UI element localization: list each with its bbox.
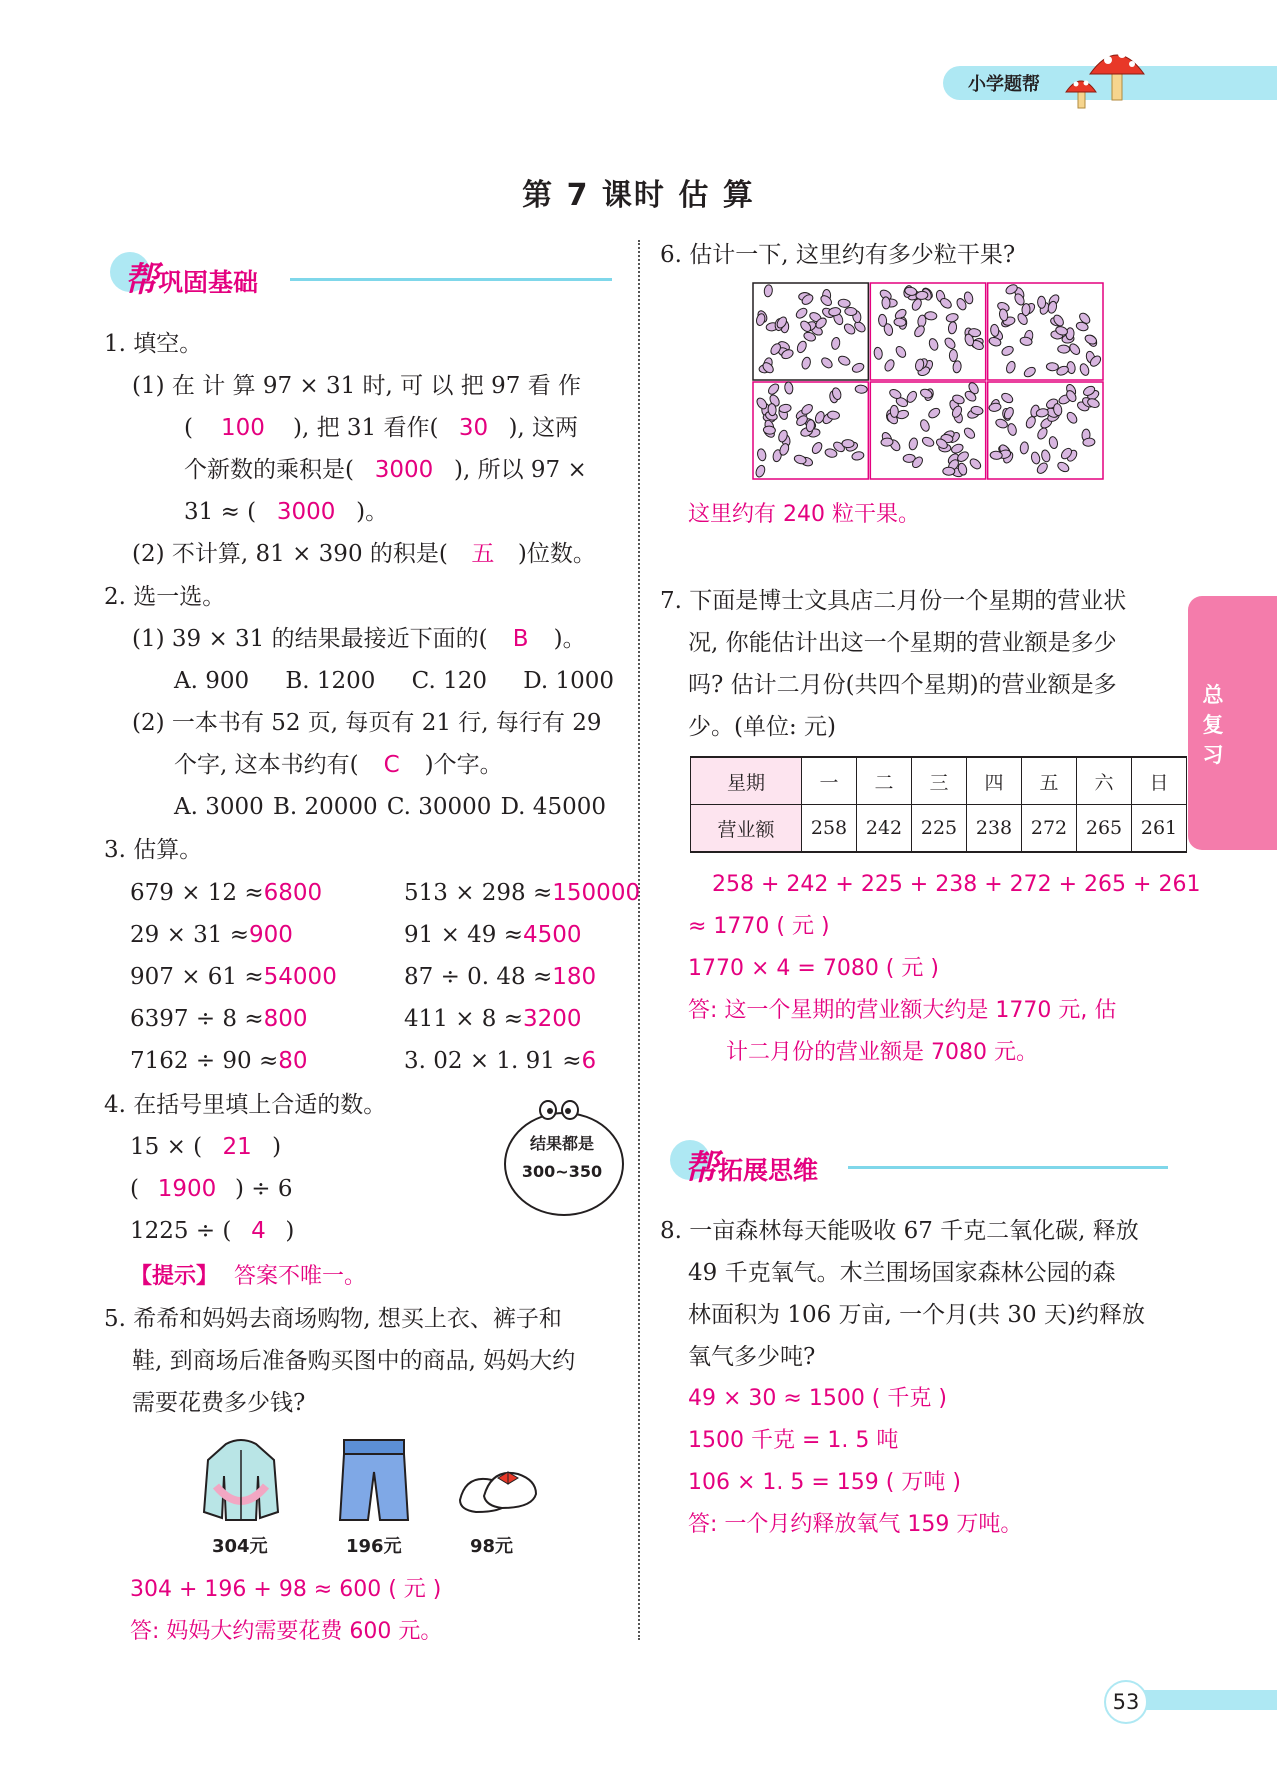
q3-row: 907 × 61 ≈54000 — [130, 964, 337, 990]
answer: 100 — [221, 415, 265, 441]
table-header-cell: 日 — [1132, 757, 1187, 805]
q3-row: 7162 ÷ 90 ≈80 — [130, 1048, 308, 1074]
side-tab-label: 总复习 — [1202, 683, 1224, 767]
q4-line2: ( 1900 ) ÷ 6 — [130, 1176, 293, 1202]
character-eyes-icon — [534, 1096, 584, 1120]
q3-row: 87 ÷ 0. 48 ≈180 — [404, 964, 597, 990]
q2-p2-line1: (2) 一本书有 52 页, 每页有 21 行, 每行有 29 — [132, 710, 602, 736]
pants-price: 196元 — [346, 1536, 402, 1557]
table-cell: 238 — [967, 805, 1022, 853]
q3-stem: 3. 估算。 — [104, 837, 203, 863]
section-title-basics: 帮巩固基础 — [124, 260, 259, 300]
answer: 3000 — [276, 499, 336, 525]
section-title-extend: 帮拓展思维 — [684, 1148, 819, 1188]
q5-answer: 答: 妈妈大约需要花费 600 元。 — [130, 1619, 443, 1644]
dried-fruit-icon — [882, 297, 891, 309]
q3-row: 29 × 31 ≈900 — [130, 922, 293, 948]
column-divider — [638, 240, 640, 1640]
page-number: 53 — [1104, 1680, 1148, 1724]
q1-p1-line4: 31 ≈ ( 3000 )。 — [184, 493, 388, 531]
q1-p2: (2) 不计算, 81 × 390 的积是( 五 )位数。 — [132, 535, 596, 573]
q1-p1-line1: (1) 在 计 算 97 × 31 时, 可 以 把 97 看 作 — [132, 373, 582, 399]
dried-fruit-icon — [890, 405, 898, 417]
q8-line2: 49 千克氧气。木兰围场国家森林公园的森 — [688, 1260, 1116, 1286]
table-cell: 242 — [857, 805, 912, 853]
shoes-price: 98元 — [470, 1536, 514, 1557]
answer: C — [383, 752, 400, 778]
q7-answer-line2: ≈ 1770 ( 元 ) — [688, 914, 830, 939]
table-cell: 225 — [912, 805, 967, 853]
brand-label: 小学题帮 — [968, 74, 1040, 95]
q2-p1-options: A. 900 B. 1200 C. 120 D. 1000 — [174, 668, 614, 694]
hint: 【提示】 答案不唯一。 — [130, 1264, 367, 1289]
dried-fruit-icon — [842, 439, 854, 447]
q7-answer-line4: 答: 这一个星期的营业额大约是 1770 元, 估 — [688, 998, 1117, 1023]
dried-fruit-icon — [1037, 296, 1046, 308]
table-row — [691, 757, 1187, 805]
q8-line1: 8. 一亩森林每天能吸收 67 千克二氧化碳, 释放 — [660, 1218, 1139, 1244]
section-underline — [290, 278, 612, 281]
q2-p2-options: A. 3000 B. 20000 C. 30000 D. 45000 — [174, 794, 606, 820]
q7-line2: 况, 你能估计出这一个星期的营业额是多少 — [688, 630, 1117, 656]
q5-answer-calc: 304 + 196 + 98 ≈ 600 ( 元 ) — [130, 1577, 442, 1602]
table-header-cell: 星期 — [691, 757, 802, 805]
dried-fruit-icon — [845, 307, 858, 316]
dried-fruit-icon — [949, 350, 957, 362]
q3-row: 3. 02 × 1. 91 ≈6 — [404, 1048, 597, 1074]
q7-line3: 吗? 估计二月份(共四个星期)的营业额是多 — [688, 672, 1117, 698]
q3-row: 513 × 298 ≈150000 — [404, 880, 641, 906]
mushroom-icon — [1060, 40, 1150, 110]
q4-stem: 4. 在括号里填上合适的数。 — [104, 1092, 387, 1118]
q6-stem: 6. 估计一下, 这里约有多少粒干果? — [660, 242, 1016, 268]
dried-fruit-grid — [752, 282, 1104, 480]
dried-fruit-icon — [1058, 345, 1070, 353]
q3-row: 6397 ÷ 8 ≈800 — [130, 1006, 308, 1032]
table-header-cell: 一 — [802, 757, 857, 805]
table-cell: 营业额 — [691, 805, 802, 853]
table-header-cell: 三 — [912, 757, 967, 805]
q8-answer-line1: 49 × 30 ≈ 1500 ( 千克 ) — [688, 1386, 947, 1411]
q2-p2-line2: 个字, 这本书约有( C )个字。 — [174, 746, 503, 784]
dried-fruit-icon — [1046, 362, 1058, 371]
answer: 五 — [471, 541, 495, 567]
q1-p1-line2: ( 100 ), 把 31 看作( 30 ), 这两 — [184, 409, 578, 447]
table-header-cell: 四 — [967, 757, 1022, 805]
table-header-cell: 六 — [1077, 757, 1132, 805]
section-underline — [848, 1166, 1168, 1169]
q5-line3: 需要花费多少钱? — [132, 1390, 306, 1416]
q7-answer-line3: 1770 × 4 = 7080 ( 元 ) — [688, 956, 939, 981]
q3-row: 91 × 49 ≈4500 — [404, 922, 582, 948]
dried-fruit-icon — [1022, 303, 1031, 316]
q2-p1: (1) 39 × 31 的结果最接近下面的( B )。 — [132, 620, 586, 658]
table-cell: 258 — [802, 805, 857, 853]
jacket-icon — [196, 1436, 286, 1526]
q8-answer-line3: 106 × 1. 5 = 159 ( 万吨 ) — [688, 1470, 961, 1495]
dried-fruit-icon — [943, 467, 955, 475]
q2-stem: 2. 选一选。 — [104, 584, 226, 610]
q7-line1: 7. 下面是博士文具店二月份一个星期的营业状 — [660, 588, 1127, 614]
sales-table — [690, 756, 1187, 853]
dried-fruit-icon — [855, 385, 868, 394]
table-cell: 272 — [1022, 805, 1077, 853]
dried-fruit-icon — [990, 451, 1003, 460]
page-title: 第 7 课时 估 算 — [522, 178, 755, 213]
q8-answer-line2: 1500 千克 = 1. 5 吨 — [688, 1428, 899, 1453]
table-row — [691, 805, 1187, 853]
shoes-icon — [456, 1460, 540, 1520]
q4-line1: 15 × ( 21 ) — [130, 1134, 282, 1160]
q3-row: 679 × 12 ≈6800 — [130, 880, 323, 906]
q5-line1: 5. 希希和妈妈去商场购物, 想买上衣、裤子和 — [104, 1306, 562, 1332]
dried-fruit-icon — [925, 311, 938, 320]
q7-answer-line1: 258 + 242 + 225 + 238 + 272 + 265 + 261 — [712, 872, 1201, 897]
pants-icon — [334, 1436, 414, 1526]
table-header-cell: 五 — [1022, 757, 1077, 805]
q4-line3: 1225 ÷ ( 4 ) — [130, 1218, 295, 1244]
q8-answer-line4: 答: 一个月约释放氧气 159 万吨。 — [688, 1512, 1023, 1537]
q3-row: 411 × 8 ≈3200 — [404, 1006, 582, 1032]
table-cell: 265 — [1077, 805, 1132, 853]
dried-fruit-icon — [881, 438, 894, 447]
answer: B — [512, 626, 529, 652]
answer: 3000 — [374, 457, 434, 483]
q8-line4: 氧气多少吨? — [688, 1344, 816, 1370]
table-header-cell: 二 — [857, 757, 912, 805]
q8-line3: 林面积为 106 万亩, 一个月(共 30 天)约释放 — [688, 1302, 1145, 1328]
q7-answer-line5: 计二月份的营业额是 7080 元。 — [726, 1040, 1038, 1065]
jacket-price: 304元 — [212, 1536, 268, 1557]
q7-line4: 少。(单位: 元) — [688, 714, 837, 740]
q1-stem: 1. 填空。 — [104, 331, 203, 357]
answer: 30 — [458, 415, 489, 441]
q5-line2: 鞋, 到商场后准备购买图中的商品, 妈妈大约 — [132, 1348, 576, 1374]
bubble-text: 结果都是 300~350 — [521, 1134, 603, 1181]
q6-answer: 这里约有 240 粒干果。 — [688, 502, 920, 527]
q1-p1-line3: 个新数的乘积是( 3000 ), 所以 97 × — [184, 451, 587, 489]
table-cell: 261 — [1132, 805, 1187, 853]
